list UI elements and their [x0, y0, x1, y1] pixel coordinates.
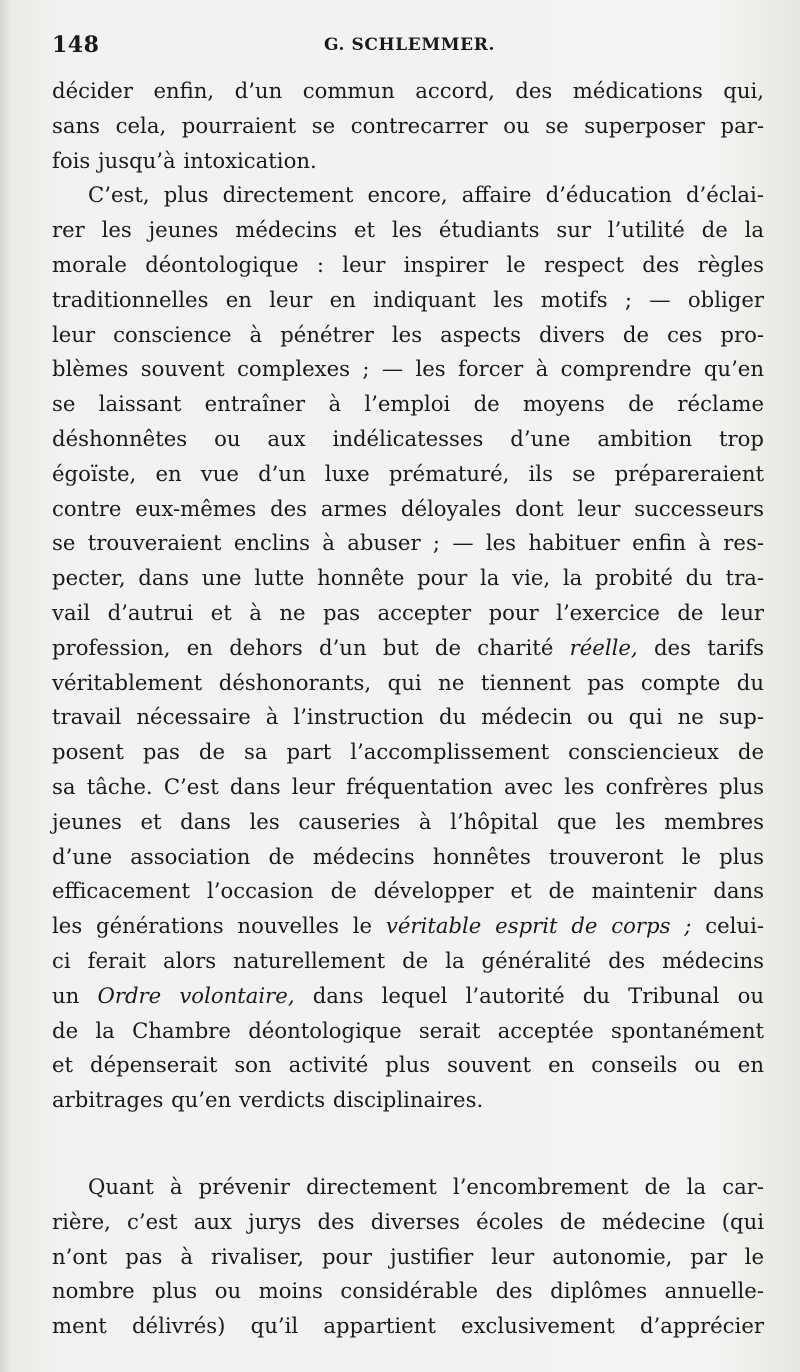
text-line-mixed: [52, 909, 764, 944]
text-line: posent pas de sa part l’accomplissement consciencieux de: [52, 739, 764, 765]
running-head: G. SCHLEMMER.: [324, 35, 495, 55]
text-line: travail nécessaire à l’instruction du médecin ou qui ne sup-: [52, 704, 764, 730]
text-segment: celui-: [691, 913, 764, 939]
text-line: leur conscience à pénétrer les aspects divers de ces pro-: [52, 321, 764, 347]
page-number: 148: [52, 32, 100, 58]
text-line-mixed: [52, 979, 764, 1014]
text-segment: profession, en dehors d’un but de charité: [52, 634, 570, 660]
text-line: fois jusqu’à intoxication.: [52, 147, 317, 173]
text-segment: dans lequel l’autorité du Tribunal ou: [294, 982, 764, 1008]
text-line: déshonnêtes ou aux indélicatesses d’une ambition trop: [52, 425, 764, 451]
page-header: [52, 32, 762, 62]
body-text: [52, 74, 764, 1344]
text-line: nombre plus ou moins considérable des diplômes annuelle-: [52, 1278, 764, 1304]
italic-text: Ordre volontaire,: [97, 982, 295, 1008]
text-line: se trouveraient enclins à abuser ; — les habituer enfin à res-: [52, 530, 764, 556]
text-line: ci ferait alors naturellement de la généralité des médecins: [52, 947, 764, 973]
text-line: traditionnelles en leur en indiquant les motifs ; — obliger: [52, 286, 764, 312]
text-line: blèmes souvent complexes ; — les forcer à comprendre qu’en: [52, 356, 764, 382]
text-line: arbitrages qu’en verdicts disciplinaires.: [52, 1087, 484, 1113]
text-line: morale déontologique : leur inspirer le respect des règles: [52, 251, 764, 277]
text-line: ment délivrés) qu’il appartient exclusivement d’apprécier: [52, 1313, 764, 1339]
text-line-mixed: [52, 631, 764, 666]
text-line: vail d’autrui et à ne pas accepter pour l’exercice de leur: [52, 599, 764, 625]
text-line: contre eux-mêmes des armes déloyales dont leur successeurs: [52, 495, 764, 521]
text-line: sans cela, pourraient se contrecarrer ou se superposer par-: [52, 112, 764, 138]
text-line: jeunes et dans les causeries à l’hôpital que les membres: [52, 808, 764, 834]
text-line: véritablement déshonorants, qui ne tiennent pas compte du: [52, 669, 764, 695]
text-line: et dépenserait son activité plus souvent en conseils ou en: [52, 1052, 764, 1078]
text-segment: des tarifs: [637, 634, 764, 660]
text-line: C’est, plus directement encore, affaire d’éducation d’éclai-: [88, 182, 764, 208]
paragraph-gap: [52, 1118, 764, 1170]
text-line: de la Chambre déontologique serait acceptée spontanément: [52, 1017, 764, 1043]
text-line: rière, c’est aux jurys des diverses écoles de médecine (qui: [52, 1208, 764, 1234]
text-segment: les générations nouvelles le: [52, 913, 386, 939]
italic-text: véritable esprit de corps ;: [385, 913, 692, 939]
text-line: Quant à prévenir directement l’encombrement de la car-: [88, 1173, 764, 1199]
text-line: efficacement l’occasion de développer et de maintenir dans: [52, 878, 764, 904]
page-gutter: [0, 0, 12, 1372]
text-line: égoïste, en vue d’un luxe prématuré, ils se prépareraient: [52, 460, 764, 486]
text-segment: un: [52, 982, 98, 1008]
text-line: pecter, dans une lutte honnête pour la vie, la probité du tra-: [52, 565, 764, 591]
text-line: sa tâche. C’est dans leur fréquentation avec les confrères plus: [52, 773, 764, 799]
text-line: rer les jeunes médecins et les étudiants sur l’utilité de la: [52, 217, 764, 243]
italic-text: réelle,: [569, 634, 638, 660]
text-line: se laissant entraîner à l’emploi de moyens de réclame: [52, 391, 764, 417]
text-line: décider enfin, d’un commun accord, des médications qui,: [52, 78, 764, 103]
text-line: n’ont pas à rivaliser, pour justifier leur autonomie, par le: [52, 1243, 764, 1269]
text-line: d’une association de médecins honnêtes trouveront le plus: [52, 843, 764, 869]
